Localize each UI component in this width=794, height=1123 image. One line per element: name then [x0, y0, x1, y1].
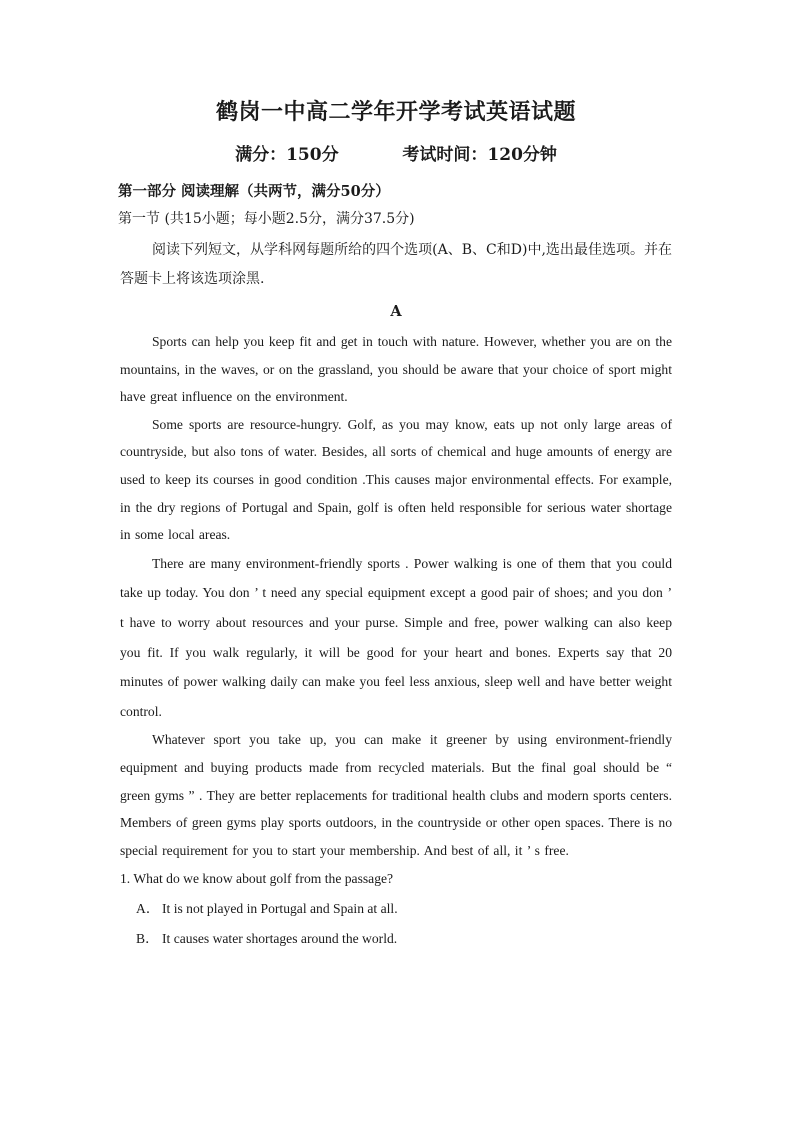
exam-page — [120, 96, 672, 954]
section-heading: 第一节 (共15小题；每小题2.5分，满分37.5分) — [118, 211, 415, 227]
passage-paragraph: There are many environment-friendly sports . Power walking is one of them that you could take up today. You don ’ t need any special equipment except a good pair of shoes; and you don ’ t have to worry about resources and your purse. Simple and free, power walking can also keep you fit. If you walk regularly, it will be good for your heart and bones. Experts say that 20 minutes of power walking daily can make you feel less anxious, sleep well and have better weight control. — [120, 555, 672, 719]
option-letter: B． — [136, 931, 159, 947]
passage-paragraph: Whatever sport you take up, you can make it greener by using environment-friendly equipment and buying products made from recycled materials. But the final goal should be “ green gyms ” . They are better replacements for traditional health clubs and modern sports centers. Members of green gyms play sports outdoors, in the countryside or other open spaces. There is no special requirement for you to start your membership. And best of all, it ’ s free. — [120, 732, 672, 858]
passage-paragraph: Some sports are resource-hungry. Golf, as you may know, eats up not only large areas of countryside, but also tons of water. Besides, all sorts of chemical and huge amounts of energy are used to keep its courses in good condition .This causes major environmental effects. For example, in the dry regions of Portugal and Spain, golf is often held responsible for serious water shortage in some local areas. — [120, 416, 672, 543]
part-heading: 第一部分 阅读理解（共两节，满分50分） — [118, 183, 390, 200]
exam-time: 考试时间：120分钟 — [402, 145, 557, 165]
exam-meta — [120, 142, 672, 168]
exam-title: 鹤岗一中高二学年开学考试英语试题 — [215, 99, 576, 125]
answer-option — [120, 924, 672, 954]
instructions: 阅读下列短文，从学科网每题所给的四个选项(A、B、C和D)中,选出最佳选项。并在答题卡上将该选项涂黑. — [120, 242, 672, 287]
passage-label: A — [390, 303, 402, 320]
answer-option — [120, 894, 672, 924]
total-score: 满分：150分 — [235, 145, 339, 165]
option-text: It causes water shortages around the world. — [162, 931, 398, 947]
option-letter: A． — [136, 901, 160, 917]
question-stem: 1. What do we know about golf from the passage? — [120, 871, 394, 887]
passage-paragraph: Sports can help you keep fit and get in touch with nature. However, whether you are on the mountains, in the waves, or on the grassland, you should be aware that your choice of sport might have great influence on the environment. — [120, 334, 672, 405]
option-text: It is not played in Portugal and Spain at all. — [162, 901, 398, 917]
